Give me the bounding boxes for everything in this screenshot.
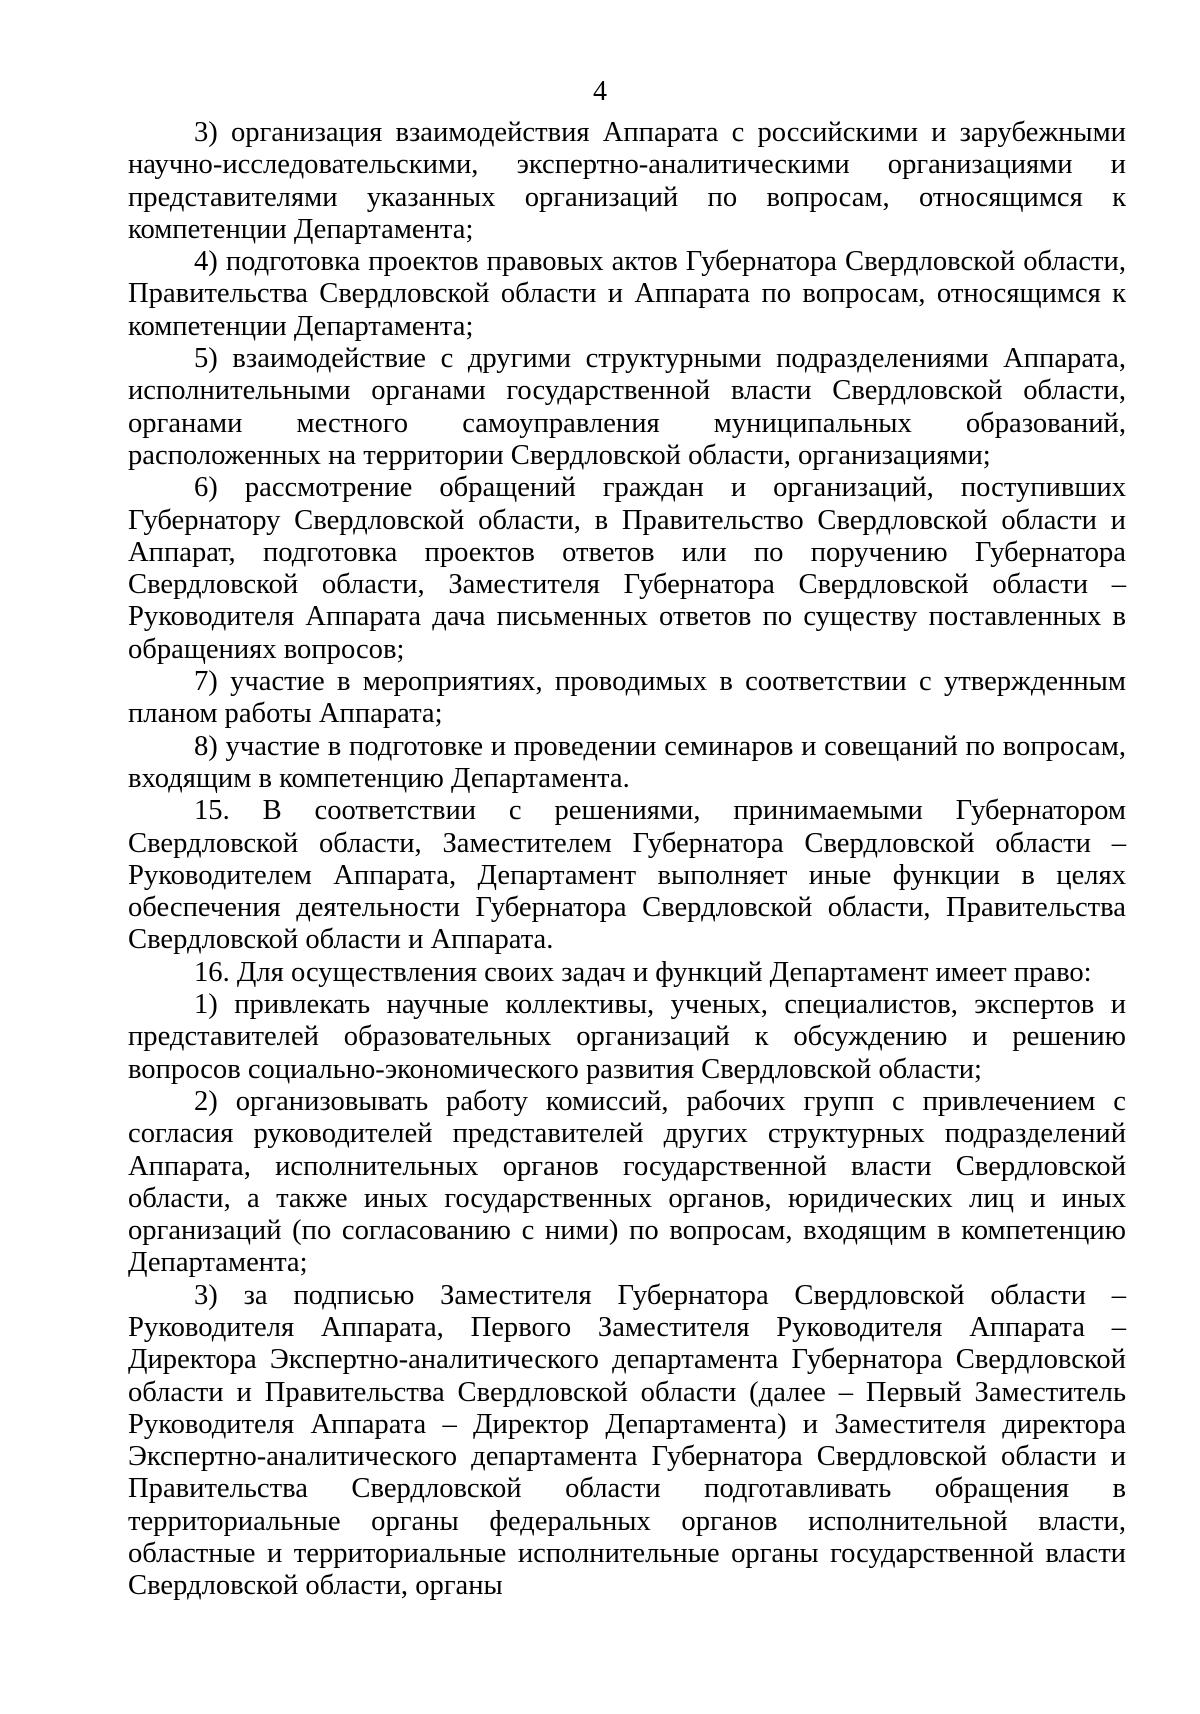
paragraph-item-7-events: 7) участие в мероприятиях, проводимых в соответствии с утвержденным планом работы Аппарата; — [128, 666, 1126, 730]
paragraph-item-6-appeals: 6) рассмотрение обращений граждан и организаций, поступивших Губернатору Свердловской области, в Правительство Свердловской области и Аппарат, подготовка проектов ответов или по поручению Губернатора Свердловской области, Заместителя Губернатора Свердловской области – Руководителя Аппарата дача письменных ответов по существу поставленных в обращениях вопросов; — [128, 472, 1126, 665]
paragraph-right-1: 1) привлекать научные коллективы, ученых, специалистов, экспертов и представителей образовательных организаций к обсуждению и решению вопросов социально-экономического развития Свердловской области; — [128, 989, 1126, 1085]
paragraph-clause-16: 16. Для осуществления своих задач и функций Департамент имеет право: — [194, 956, 1092, 988]
page-number: 4 — [593, 76, 607, 107]
paragraph-right-3: 3) за подписью Заместителя Губернатора Свердловской области – Руководителя Аппарата, Первого Заместителя Руководителя Аппарата – Директора Экспертно-аналитического департамента Губернатора Свердловской области и Правительства Свердловской области (далее – Первый Заместитель Руководителя Аппарата – Директор Департамента) и Заместителя директора Экспертно-аналитического департамента Губернатора Свердловской области и Правительства Свердловской области подготавливать обращения в территориальные органы федеральных органов исполнительной власти, областные и территориальные исполнительные органы государственной власти Свердловской области, органы — [128, 1279, 1126, 1602]
paragraph-item-3-cooperation: 3) организация взаимодействия Аппарата с российскими и зарубежными научно-исследовательскими, экспертно-аналитическими организациями и представителями указанных организаций по вопросам, относящимся к компетенции Департамента; — [128, 117, 1126, 245]
paragraph-clause-15: 15. В соответствии с решениями, принимаемыми Губернатором Свердловской области, Заместителем Губернатора Свердловской области – Руководителем Аппарата, Департамент выполняет иные функции в целях обеспечения деятельности Губернатора Свердловской области, Правительства Свердловской области и Аппарата. — [128, 795, 1126, 956]
paragraph-item-5-interaction: 5) взаимодействие с другими структурными подразделениями Аппарата, исполнительными органами государственной власти Свердловской области, органами местного самоуправления муниципальных образований, расположенных на территории Свердловской области, организациями; — [128, 343, 1126, 471]
document-body — [128, 117, 1126, 1603]
paragraph-item-4-legal-acts: 4) подготовка проектов правовых актов Губернатора Свердловской области, Правительства Свердловской области и Аппарата по вопросам, относящимся к компетенции Департамента; — [128, 246, 1126, 342]
paragraph-right-2: 2) организовывать работу комиссий, рабочих групп с привлечением с согласия руководителей представителей других структурных подразделений Аппарата, исполнительных органов государственной власти Свердловской области, а также иных государственных органов, юридических лиц и иных организаций (по согласованию с ними) по вопросам, входящим в компетенцию Департамента; — [128, 1085, 1126, 1279]
paragraph-item-8-seminars: 8) участие в подготовке и проведении семинаров и совещаний по вопросам, входящим в компетенцию Департамента. — [128, 730, 1126, 794]
